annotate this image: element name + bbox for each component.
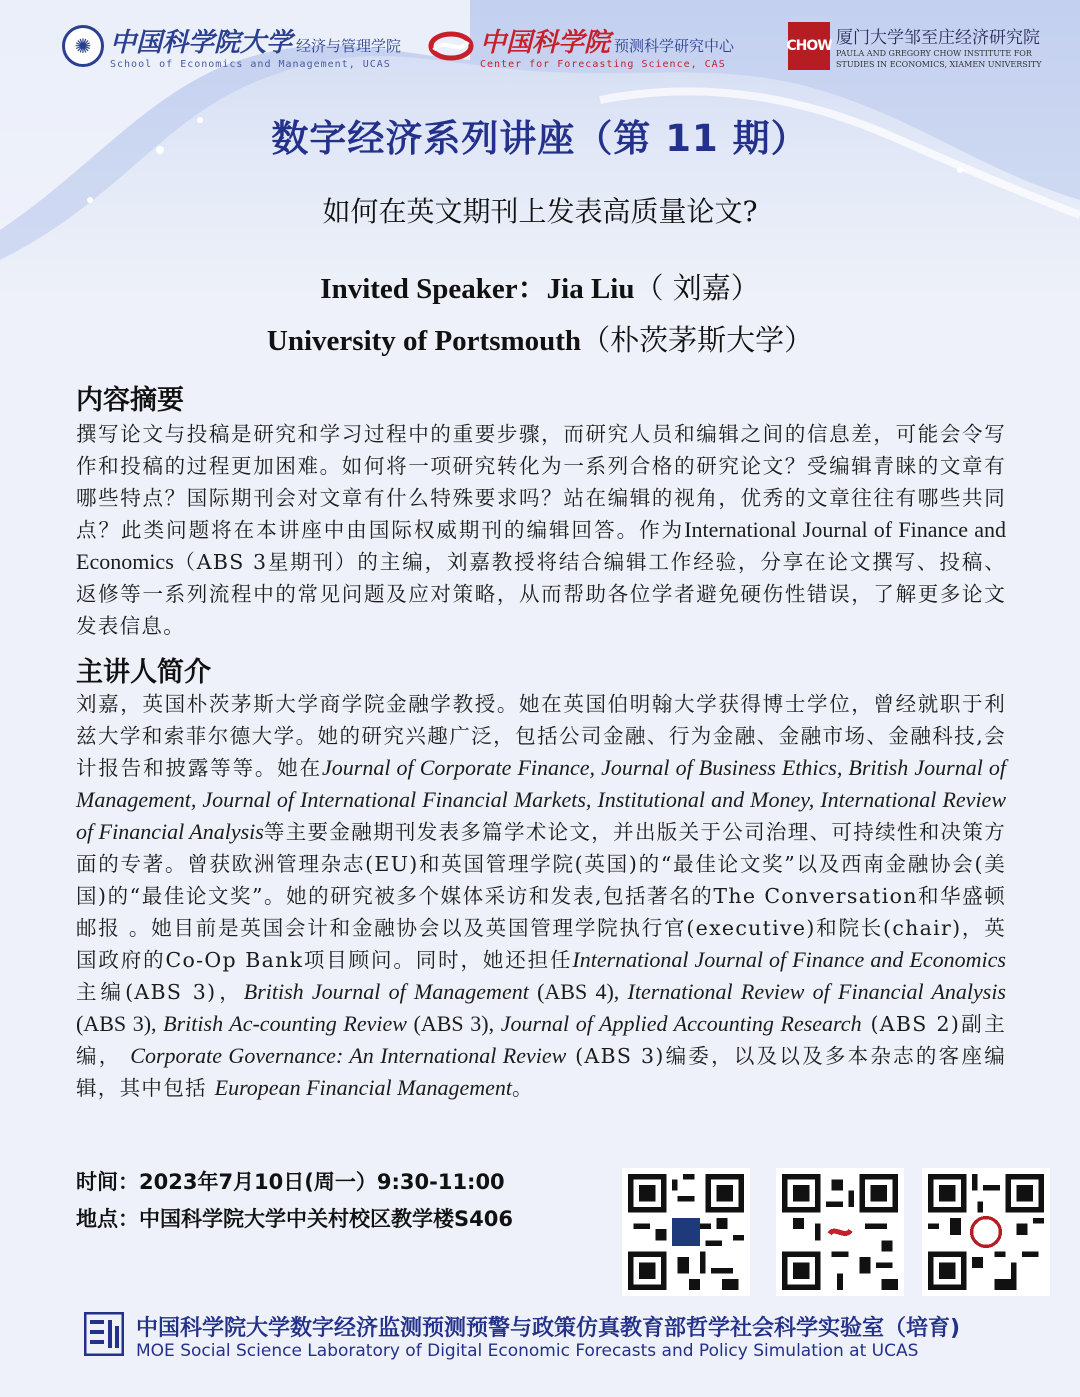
lab-logo-icon <box>84 1312 124 1356</box>
qr-icon <box>628 1174 744 1290</box>
bio-journal-2: International Journal of Finance and Economics <box>572 947 1006 972</box>
bio-text-1: 刘嘉，英国朴茨茅斯大学商学院金融学教授。她在英国伯明翰大学获得博士学位，曾经就职于利兹大学和索菲尔德大学。她的研究兴趣广泛，包括公司金融、行为金融、金融市场、金融科技,会计报告和披露等等。她在 <box>76 692 1006 780</box>
abstract-journal: International Journal of Finance and Economics <box>76 517 1006 574</box>
abstract-text-1: 撰写论文与投稿是研究和学习过程中的重要步骤，而研究人员和编辑之间的信息差，可能会令写作和投稿的过程更加困难。如何将一项研究转化为一系列合格的研究论文？受编辑青睐的文章有哪些特点？国际期刊会对文章有什么特殊要求吗？站在编辑的视角，优秀的文章往往有哪些共同点？此类问题将在本讲座中由国际权威期刊的编辑回答。作为 <box>76 422 1006 542</box>
bio-text-5: (ABS 3), <box>76 1011 164 1036</box>
cas-name: 中国科学院 <box>480 28 611 58</box>
abstract-text-2: （ABS 3星期刊）的主编，刘嘉教授将结合编辑工作经验，分享在论文撰写、投稿、返修等一系列流程中的常见问题及应对策略，从而帮助各位学者避免硬伤性错误，了解更多论文发表信息。 <box>76 550 1006 638</box>
cfs-logo <box>428 22 734 70</box>
bio-journal-3: British Journal of Management <box>243 979 529 1004</box>
lab-name-en: MOE Social Science Laboratory of Digital Economic Forecasts and Policy Simulation at UCAS <box>136 1341 919 1361</box>
ucas-name: 中国科学院大学 <box>110 28 293 58</box>
chow-mark-icon: CHOW <box>788 22 830 70</box>
bio-text-2: 等主要金融期刊发表多篇学术论文，并出版关于公司治理、可持续性和决策方面的专著。曾获欧洲管理杂志(EU)和英国管理学院(英国)的“最佳论文奖”以及西南金融协会(美国)的“最佳论文奖”。她的研究被多个媒体采访和发表,包括著名的The Conversation和华盛顿邮报 。她目前是英国会计和金融协会以及英国管理学院执行官(executive)和院长(chair)，英国政府的Co-Op Bank项目顾问。同时，她还担任 <box>76 820 1007 972</box>
ucas-english-name: School of Economics and Management, UCAS <box>110 59 391 70</box>
bio-journal-5: British Ac-counting Review <box>163 1011 407 1036</box>
chow-name: 厦门大学邹至庄经济研究院 <box>836 27 1040 48</box>
cfs-english-name: Center for Forecasting Science, CAS <box>480 59 726 70</box>
qr-icon <box>782 1174 898 1290</box>
chow-english-line-1: PAULA AND GREGORY CHOW INSTITUTE FOR <box>836 48 1032 58</box>
bio-text-9: 。 <box>511 1076 534 1100</box>
event-place: 地点：中国科学院大学中关村校区教学楼S406 <box>76 1207 513 1231</box>
logo-bar <box>0 22 1080 82</box>
event-time: 时间：2023年7月10日(周一）9:30-11:00 <box>76 1170 505 1194</box>
bio-text <box>76 688 1006 1104</box>
qr-icon <box>928 1174 1044 1290</box>
chow-logo <box>788 22 1042 70</box>
qr-code-2[interactable] <box>776 1168 904 1296</box>
page-title: 数字经济系列讲座（第 11 期） <box>271 117 809 160</box>
bio-journal-6: Journal of Applied Accounting Research <box>500 1011 862 1036</box>
bio-journal-4: Iternational Review of Financial Analysis <box>627 979 1006 1004</box>
ucas-seal-icon: ✺ <box>62 25 104 67</box>
ucas-logo <box>62 22 401 70</box>
qr-code-1[interactable] <box>622 1168 750 1296</box>
speaker-name-cn: （ 刘嘉） <box>634 271 760 305</box>
bio-text-4: (ABS 4), <box>528 979 628 1004</box>
lecture-subtitle: 如何在英文期刊上发表高质量论文? <box>322 195 758 228</box>
bio-heading: 主讲人简介 <box>76 657 211 688</box>
bio-journal-7: Corporate Governance: An International Review <box>130 1043 567 1068</box>
speaker-label: Invited Speaker：Jia Liu <box>320 273 635 305</box>
affiliation-en: University of Portsmouth <box>266 325 582 357</box>
bio-text-7: (ABS 2)副主编， <box>76 1012 1006 1068</box>
abstract-heading: 内容摘要 <box>76 385 184 416</box>
bio-journal-8: European Financial Management <box>214 1075 512 1100</box>
bio-text-8: (ABS 3)编委，以及以及多本杂志的客座编辑，其中包括 <box>76 1044 1006 1100</box>
affiliation-line <box>0 318 1080 359</box>
abstract-text <box>76 418 1006 642</box>
chow-english-line-2: STUDIES IN ECONOMICS, XIAMEN UNIVERSITY <box>836 59 1042 69</box>
bio-text-6: (ABS 3), <box>406 1011 501 1036</box>
cfs-dept: 预测科学研究中心 <box>614 37 735 55</box>
qr-code-3[interactable] <box>922 1168 1050 1296</box>
bio-journals-1: Journal of Corporate Finance, Journal of Business Ethics, British Journal of Management, Journal of International Financial Markets, Institutional and Money, International Review of Financial Analysis <box>76 755 1006 844</box>
speaker-line <box>0 266 1080 307</box>
affiliation-cn: （朴茨茅斯大学） <box>581 323 814 357</box>
cas-swirl-icon <box>428 26 474 66</box>
lab-name-cn: 中国科学院大学数字经济监测预测预警与政策仿真教育部哲学社会科学实验室（培育) <box>136 1316 961 1341</box>
ucas-dept: 经济与管理学院 <box>296 37 402 55</box>
bio-text-3: 主编(ABS 3)， <box>76 980 244 1004</box>
